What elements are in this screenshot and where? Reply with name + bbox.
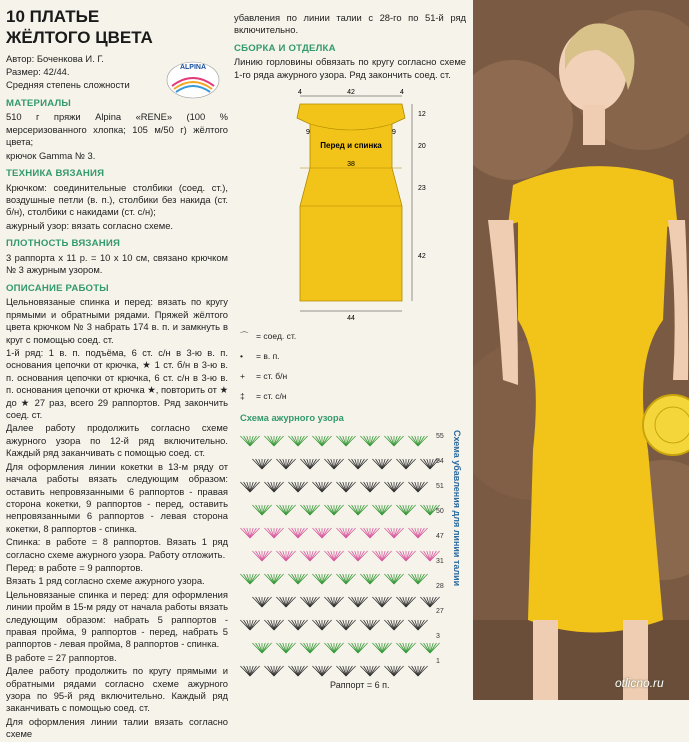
assembly-text: Линию горловины обвязать по кругу согласно схеме 1-го ряда ажурного узора. Ряд закончить соед. ст.: [234, 56, 466, 80]
description-paragraph: Для оформления линии талии вязать согласно схеме: [6, 715, 228, 740]
fan-motif: [288, 436, 307, 446]
fan-motif: [408, 574, 427, 584]
dim-top-left: 4: [298, 89, 302, 96]
assembly-heading: СБОРКА И ОТДЕЛКА: [234, 42, 336, 54]
fan-motif: [312, 482, 331, 492]
chart-row-number: 3: [436, 633, 440, 640]
fan-motif: [300, 505, 319, 515]
lace-pattern-chart: [236, 424, 464, 686]
fan-motif: [396, 597, 415, 607]
fan-motif: [288, 666, 307, 676]
fan-motif: [336, 666, 355, 676]
garment-shape: [297, 104, 405, 301]
fan-motif: [384, 528, 403, 538]
fan-motif: [384, 666, 403, 676]
fan-motif: [384, 574, 403, 584]
left-column: [6, 4, 228, 742]
fan-motif: [348, 505, 367, 515]
fan-motif: [396, 643, 415, 653]
legend-item: ‡ = ст. с/н: [240, 391, 287, 401]
fan-motif: [360, 620, 379, 630]
description-paragraph: Спинка: в работе = 8 раппортов. Вязать 1 ряд согласно схеме ажурного узора. Работу отложить.: [6, 536, 228, 560]
fan-motif: [396, 551, 415, 561]
fan-motif: [420, 643, 439, 653]
fan-motif: [276, 597, 295, 607]
fan-motif: [372, 459, 391, 469]
fan-motif: [408, 528, 427, 538]
materials-yarn: 510 г пряжи Alpina «RENE» (100 % мерсеризованного хлопка; 105 м/50 г) жёлтого цвета;: [6, 111, 228, 148]
fan-motif: [348, 597, 367, 607]
fan-motif: [384, 620, 403, 630]
fan-motif: [336, 620, 355, 630]
fan-motif: [288, 482, 307, 492]
fan-motif: [372, 551, 391, 561]
fan-motif: [396, 459, 415, 469]
fan-motif: [276, 643, 295, 653]
fan-motif: [360, 482, 379, 492]
fan-motif: [276, 505, 295, 515]
chart-row-number: 54: [436, 458, 444, 465]
description-paragraph: Далее работу продолжить согласно схеме ажурного узора по 12-й ряд включительно. Каждый ряд заканчивать с помощью соед. ст.: [6, 422, 228, 459]
fan-motif: [420, 597, 439, 607]
fan-motif: [396, 505, 415, 515]
symbol-legend: [240, 326, 296, 406]
fan-motif: [324, 459, 343, 469]
description-paragraph: Перед: в работе = 9 раппортов.: [6, 561, 143, 573]
difficulty-line: Средняя степень сложности: [6, 79, 130, 91]
watermark: otlicno.ru: [615, 676, 664, 690]
fan-motif: [408, 482, 427, 492]
density-text: 3 раппорта х 11 р. = 10 х 10 см, связано крючком № 3 ажурным узором.: [6, 251, 228, 276]
fan-motif: [240, 620, 259, 630]
fan-motif: [360, 528, 379, 538]
density-heading: ПЛОТНОСТЬ ВЯЗАНИЯ: [6, 238, 121, 250]
fan-motif: [336, 436, 355, 446]
fan-motif: [360, 574, 379, 584]
fan-motif: [324, 597, 343, 607]
description-paragraph: Цельновязаные спинка и перед: вязать по кругу прямыми и обратными рядами. Пряжей жёлтого цвета крючком № 3 набрать 174 в. п. и замкнуть в круг с помощью соед. ст.: [6, 296, 228, 345]
fan-motif: [336, 482, 355, 492]
technique-lace-text: ажурный узор: вязать согласно схеме.: [6, 219, 174, 231]
fan-motif: [336, 574, 355, 584]
fan-motif: [360, 436, 379, 446]
description-paragraph: В работе = 27 раппортов.: [6, 651, 117, 663]
fan-motif: [312, 574, 331, 584]
fan-motif: [264, 436, 283, 446]
chart-row-number: 55: [436, 433, 444, 440]
fan-motif: [384, 436, 403, 446]
fan-motif: [324, 505, 343, 515]
fan-motif: [384, 482, 403, 492]
fan-motif: [288, 574, 307, 584]
fan-motif: [276, 551, 295, 561]
fan-motif: [300, 643, 319, 653]
description-paragraph: Вязать 1 ряд согласно схеме ажурного узора.: [6, 575, 205, 587]
fan-motif: [372, 597, 391, 607]
fan-motif: [276, 459, 295, 469]
fan-motif: [312, 620, 331, 630]
technique-hook-text: Крючком: соединительные столбики (соед. ст.), воздушные петли (в. п.), столбики без накида (ст. б/н), столбики с накидами (ст. с/н);: [6, 181, 228, 218]
fan-motif: [360, 666, 379, 676]
fan-motif: [252, 551, 271, 561]
materials-hook: крючок Gamma № 3.: [6, 149, 96, 161]
fan-motif: [288, 620, 307, 630]
description-paragraph: Цельновязаные спинка и перед: для оформления линии пройм в 15-м ряду от начала работы вязать следующим образом: набрать 5 раппортов - правая пройма, 9 раппортов - перед, набрать 5 раппортов - левая пройма, 8 раппортов - спинка.: [6, 588, 228, 650]
garment-pattern-diagram: [240, 86, 430, 326]
legend-item: ⌒ = соед. ст.: [240, 331, 297, 341]
chart-row-number: 50: [436, 508, 444, 515]
fan-motif: [252, 597, 271, 607]
chart-row-number: 47: [436, 533, 444, 540]
dim-right-1: 12: [418, 111, 426, 118]
fan-motif: [252, 505, 271, 515]
fan-motif: [348, 551, 367, 561]
author-line: Автор: Боченкова И. Г.: [6, 52, 104, 64]
fan-motif: [300, 597, 319, 607]
fan-motif: [252, 459, 271, 469]
chart-row-number: 27: [436, 608, 444, 615]
dim-right-4: 42: [418, 253, 426, 260]
fan-motif: [312, 436, 331, 446]
fan-motif: [288, 528, 307, 538]
col2-intro: убавления по линии талии с 28-го по 51-й ряд включительно.: [234, 12, 466, 36]
fan-motif: [240, 436, 259, 446]
dim-waist: 38: [347, 161, 355, 168]
fan-motif: [264, 482, 283, 492]
dim-right-2: 20: [418, 143, 426, 150]
page-title: 10 ПЛАТЬЕ ЖЁЛТОГО ЦВЕТА: [6, 7, 153, 48]
dim-bottom: 44: [347, 315, 355, 322]
dim-top-right: 4: [400, 89, 404, 96]
fan-motif: [348, 459, 367, 469]
technique-heading: ТЕХНИКА ВЯЗАНИЯ: [6, 168, 105, 179]
description-paragraph: Для оформления линии кокетки в 13-м ряду от начала работы вязать следующим образом: оставить непровязанными 6 раппортов - правая сторона кокетки, 9 раппортов - перед, оставить непровязанными 6 раппортов - левая сторона кокетки, 8 раппортов - спинка.: [6, 460, 228, 534]
fan-motif: [240, 528, 259, 538]
fan-motif: [264, 528, 283, 538]
chart-row-number: 31: [436, 558, 444, 565]
fan-motif: [240, 666, 259, 676]
dim-inner-left: 9: [306, 129, 310, 136]
fan-motif: [324, 643, 343, 653]
model-photo: [473, 0, 689, 700]
fan-motif: [240, 574, 259, 584]
fan-motif: [408, 436, 427, 446]
chart-row-number: 28: [436, 583, 444, 590]
fan-motif: [252, 643, 271, 653]
description-heading: ОПИСАНИЕ РАБОТЫ: [6, 282, 109, 294]
legend-item: • = в. п.: [240, 351, 280, 361]
fan-motif: [240, 482, 259, 492]
fan-motif: [348, 643, 367, 653]
fan-motif: [264, 574, 283, 584]
dim-right-3: 23: [418, 185, 426, 192]
chart-title: Схема ажурного узора: [240, 412, 344, 423]
dim-inner-right: 9: [392, 129, 396, 136]
rapport-label: Раппорт = 6 п.: [330, 680, 390, 690]
fan-motif: [324, 551, 343, 561]
description-paragraph: Далее работу продолжить по кругу прямыми и обратными рядами согласно схеме ажурного узора по 95-й ряд включительно. Каждый ряд заканчивать с помощью соед. ст.: [6, 665, 228, 714]
diagram-label: Перед и спинка: [320, 141, 382, 150]
fan-motif: [300, 551, 319, 561]
chart-row-number: 51: [436, 483, 444, 490]
fan-motif: [336, 528, 355, 538]
legend-item: + = ст. б/н: [240, 371, 288, 381]
fan-motif: [312, 666, 331, 676]
size-line: Размер: 42/44.: [6, 65, 70, 77]
fan-motif: [372, 505, 391, 515]
fan-motif: [408, 666, 427, 676]
materials-heading: МАТЕРИАЛЫ: [6, 97, 71, 109]
fan-motif: [264, 666, 283, 676]
fan-motif: [312, 528, 331, 538]
description-paragraph: 1-й ряд: 1 в. п. подъёма, 6 ст. с/н в 3-ю в. п. основания цепочки от крючка, ★ 1 ст. б/н в 3-ю в. п. основания цепочки от крючка, 6 ст. с/н в 3-ю в. п. основания цепочки от крючка ★, повторить от ★ до ★ 27 раз, всего 29 раппортов. Ряд закончить соед. ст.: [6, 347, 228, 421]
fan-motif: [408, 620, 427, 630]
fan-motif: [372, 643, 391, 653]
fan-motif: [300, 459, 319, 469]
chart-row-number: 1: [436, 658, 440, 665]
chart-side-label: Схема убавления для линии талии: [452, 430, 462, 587]
dim-top-mid: 42: [347, 89, 355, 96]
logo-text: ALPINA: [179, 64, 207, 71]
right-column: [234, 12, 466, 82]
alpina-logo: [162, 52, 224, 102]
fan-motif: [264, 620, 283, 630]
